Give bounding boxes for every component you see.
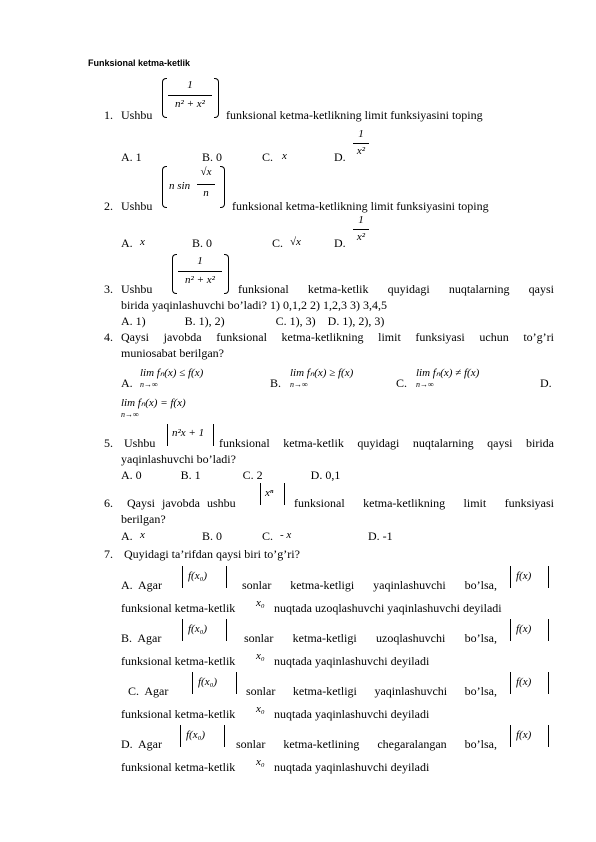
q2-expr-left: n sin [169, 180, 191, 192]
q5-bar-left [167, 424, 168, 446]
q4-option-d-sub: n→∞ [121, 410, 139, 419]
q7-b-x0: x₀ [256, 650, 265, 662]
q6-text-line1: funksional ketma-ketlikning limit funksiyasi [294, 496, 554, 510]
q6-option-d: D. -1 [368, 529, 393, 543]
q3-frac-num: 1 [197, 255, 203, 267]
q6-option-a-value: x [140, 529, 145, 541]
q2-frac-den: n [203, 187, 209, 199]
q1-option-d-den: x² [356, 145, 366, 157]
q7-b-seq: f(x₀) [188, 623, 208, 635]
q7-c-func: f(x) [516, 676, 532, 688]
q6-text-line2: berilgan? [121, 512, 166, 526]
q7-d-func: f(x) [516, 729, 532, 741]
q2-option-c-label: C. [272, 236, 284, 250]
q7-a-x0: x₀ [256, 597, 265, 609]
q7-c-fk: funksional ketma-ketlik [121, 707, 236, 721]
q7-option-d-label: D. Agar [121, 737, 162, 751]
q4-text-line1: Qaysi javobda funksional ketma-ketlikning limit funksiyasi uchun to’g’ri [121, 330, 554, 344]
q7-option-c-label: C. Agar [128, 684, 169, 698]
q7-a-seq-bar-right [226, 566, 227, 588]
q4-option-d-label: D. [540, 376, 552, 390]
q2-text: funksional ketma-ketlikning limit funksiyasini toping [232, 199, 489, 213]
q1-option-c-label: C. [262, 150, 274, 164]
q7-b-func: f(x) [516, 623, 532, 635]
q4-option-b-expr: lim fₙ(x) ≥ f(x) [290, 367, 354, 379]
q7-c-seq: f(x₀) [198, 676, 218, 688]
q4-option-c-sub: n→∞ [416, 380, 434, 389]
q2-option-b: B. 0 [192, 236, 213, 250]
q7-number: 7. [104, 547, 113, 561]
q3-prefix: Ushbu [121, 282, 153, 296]
q7-a-fk: funksional ketma-ketlik [121, 601, 236, 615]
q1-option-a: A. 1 [121, 150, 142, 164]
q6-prefix: Qaysi javobda ushbu [127, 496, 236, 510]
q4-option-d-expr: lim fₙ(x) = f(x) [121, 397, 186, 409]
q7-a-seq: f(x₀) [188, 570, 208, 582]
q7-option-c-end: nuqtada yaqinlashuvchi deyiladi [274, 707, 430, 721]
q5-expr: n²x + 1 [172, 427, 205, 439]
q7-b-seq-bar-left [182, 619, 183, 641]
q7-option-a-label: A. Agar [121, 578, 162, 592]
q3-frac-den: n² + x² [185, 274, 215, 286]
q5-text-line2: yaqinlashuvchi bo’ladi? [121, 452, 236, 466]
q1-number: 1. [104, 108, 113, 122]
q7-option-d-end: nuqtada yaqinlashuvchi deyiladi [274, 760, 430, 774]
q5-prefix: Ushbu [124, 436, 156, 450]
q3-frac-line [178, 271, 222, 272]
q1-option-d-label: D. [334, 150, 346, 164]
q6-option-c-label: C. [262, 529, 274, 543]
q1-brace-right [214, 78, 219, 118]
q2-option-d-num: 1 [358, 214, 364, 226]
q7-option-a-end: nuqtada uzoqlashuvchi yaqinlashuvchi deyiladi [274, 601, 502, 615]
q7-d-func-bar-left [510, 725, 511, 747]
q2-option-c-value: √x [290, 236, 301, 248]
q2-option-a-label: A. [121, 236, 133, 250]
q5-number: 5. [104, 436, 113, 450]
q3-text-line1: funksional ketma-ketlik quyidagi nuqtalarning qaysi [238, 282, 554, 296]
q3-brace-right [224, 254, 229, 294]
q1-option-d-num: 1 [358, 128, 364, 140]
q2-number: 2. [104, 199, 113, 213]
q7-a-func: f(x) [516, 570, 532, 582]
q7-option-d-mid: sonlar ketma-ketlining chegaralangan bo’lsa, [236, 737, 497, 751]
q1-prefix: Ushbu [121, 108, 153, 122]
q2-frac-line [197, 184, 215, 185]
q1-option-b: B. 0 [202, 150, 223, 164]
q7-option-b-mid: sonlar ketma-ketligi uzoqlashuvchi bo’lsa, [244, 631, 497, 645]
q4-option-c-expr: lim fₙ(x) ≠ f(x) [416, 367, 480, 379]
q7-b-fk: funksional ketma-ketlik [121, 654, 236, 668]
q2-prefix: Ushbu [121, 199, 153, 213]
q6-option-c-value: - x [280, 529, 292, 541]
q2-brace-right [220, 166, 225, 208]
q4-option-a-expr: lim fₙ(x) ≤ f(x) [140, 367, 204, 379]
q4-text-line2: muniosabat berilgan? [121, 346, 224, 360]
q7-option-a-mid: sonlar ketma-ketligi yaqinlashuvchi bo’lsa, [242, 578, 497, 592]
q7-c-seq-bar-left [192, 672, 193, 694]
q4-option-a-sub: n→∞ [140, 380, 158, 389]
q2-option-a-value: x [140, 236, 145, 248]
q7-d-x0: x₀ [256, 756, 265, 768]
q5-answers: A. 0 B. 1 C. 2 D. 0,1 [121, 468, 341, 482]
q1-option-d-line [353, 143, 369, 144]
q4-option-c-label: C. [396, 376, 408, 390]
q6-bar-left [260, 483, 261, 505]
page-title: Funksional ketma-ketlik [88, 58, 191, 68]
q7-c-func-bar-right [548, 672, 549, 694]
q3-number: 3. [104, 282, 113, 296]
q7-d-seq-bar-left [180, 725, 181, 747]
q4-number: 4. [104, 330, 113, 344]
q4-option-a-label: A. [121, 376, 133, 390]
q7-d-seq: f(x₀) [186, 729, 206, 741]
q7-text: Quyidagi ta’rifdan qaysi biri to’g’ri? [124, 547, 300, 561]
q2-frac-num: √x [200, 166, 212, 178]
q7-c-x0: x₀ [256, 703, 265, 715]
q3-text-line2: birida yaqinlashuvchi bo’ladi? 1) 0,1,2 2) 1,2,3 3) 3,4,5 [121, 298, 387, 312]
q6-bar-right [284, 483, 285, 505]
q7-b-func-bar-right [548, 619, 549, 641]
q6-expr: xⁿ [265, 487, 274, 499]
q1-frac-line [168, 95, 212, 96]
q6-option-a-label: A. [121, 529, 133, 543]
q7-option-b-end: nuqtada yaqinlashuvchi deyiladi [274, 654, 430, 668]
q6-option-b: B. 0 [202, 529, 223, 543]
q7-a-func-bar-right [548, 566, 549, 588]
q1-option-c-value: x [282, 150, 287, 162]
q7-option-b-label: B. Agar [121, 631, 162, 645]
q7-b-func-bar-left [510, 619, 511, 641]
q7-option-c-mid: sonlar ketma-ketligi yaqinlashuvchi bo’lsa, [246, 684, 497, 698]
q2-option-d-den: x² [356, 231, 366, 243]
q7-d-seq-bar-right [224, 725, 225, 747]
q7-d-func-bar-right [548, 725, 549, 747]
q2-option-d-label: D. [334, 236, 346, 250]
q1-frac-den: n² + x² [175, 98, 205, 110]
q2-brace-left [162, 166, 167, 208]
q1-frac-num: 1 [187, 79, 193, 91]
q7-a-func-bar-left [510, 566, 511, 588]
q7-c-seq-bar-right [236, 672, 237, 694]
q5-text-line1: funksional ketma-ketlik quyidagi nuqtalarning qaysi birida [219, 436, 554, 450]
q4-option-b-label: B. [270, 376, 282, 390]
q5-bar-right [213, 424, 214, 446]
q2-option-d-line [353, 229, 369, 230]
q4-option-b-sub: n→∞ [290, 380, 308, 389]
q7-d-fk: funksional ketma-ketlik [121, 760, 236, 774]
q3-answers: A. 1) B. 1), 2) C. 1), 3) D. 1), 2), 3) [121, 314, 385, 328]
q7-b-seq-bar-right [226, 619, 227, 641]
q1-text: funksional ketma-ketlikning limit funksiyasini toping [226, 108, 483, 122]
q7-c-func-bar-left [510, 672, 511, 694]
q7-a-seq-bar-left [182, 566, 183, 588]
q6-number: 6. [104, 496, 113, 510]
